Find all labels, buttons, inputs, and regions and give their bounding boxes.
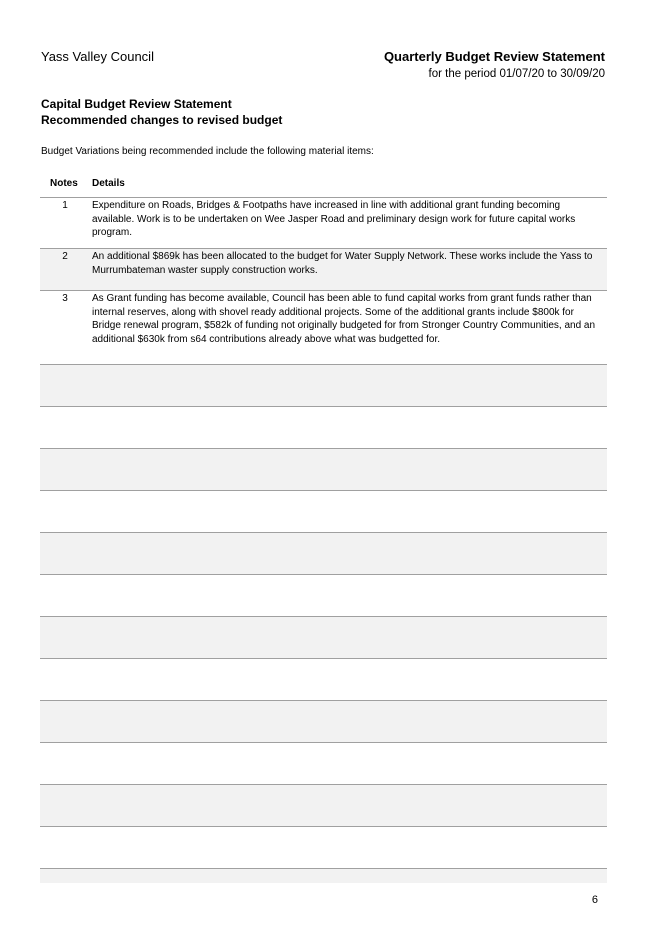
empty-row [40, 491, 607, 533]
empty-row [40, 701, 607, 743]
empty-row [40, 617, 607, 659]
table-row [40, 249, 607, 291]
empty-row [40, 785, 607, 827]
note-details: Expenditure on Roads, Bridges & Footpaths have increased in line with additional grant funding becoming available. Work is to be undertaken on Wee Jasper Road and preliminary design work for future capital works program. [92, 200, 576, 239]
note-details: As Grant funding has become available, Council has been able to fund capital works from grant funds rather than internal reserves, along with shovel ready additional projects. Some of the additional grants include $800k for Bridge renewal program, $582k of funding not originally budgeted for from Stronger Country Communities, and an additional $630k from s64 contributions already above what was budgetted for. [92, 293, 596, 345]
table-header [40, 170, 607, 198]
note-number: 3 [62, 293, 68, 304]
section-title-line-1: Capital Budget Review Statement [41, 97, 232, 111]
empty-row [40, 743, 607, 785]
note-number: 1 [62, 200, 68, 211]
variations-table [40, 170, 607, 883]
intro-text: Budget Variations being recommended include the following material items: [41, 146, 374, 157]
header-block [384, 49, 605, 82]
empty-row [40, 869, 607, 883]
column-header-details: Details [92, 178, 125, 189]
empty-row [40, 449, 607, 491]
table-row [40, 198, 607, 249]
note-number: 2 [62, 251, 68, 262]
empty-row [40, 365, 607, 407]
council-name: Yass Valley Council [41, 49, 154, 64]
empty-row [40, 659, 607, 701]
section-title [41, 96, 282, 128]
empty-row [40, 575, 607, 617]
empty-row [40, 827, 607, 869]
column-header-notes: Notes [50, 178, 78, 189]
page-number: 6 [591, 894, 598, 906]
section-title-line-2: Recommended changes to revised budget [41, 113, 283, 127]
table-row [40, 291, 607, 365]
empty-row [40, 533, 607, 575]
report-title: Quarterly Budget Review Statement [383, 49, 605, 64]
note-details: An additional $869k has been allocated to the budget for Water Supply Network. These works include the Yass to Murrumbateman waster supply construction works. [92, 251, 593, 276]
empty-row [40, 407, 607, 449]
report-period: for the period 01/07/20 to 30/09/20 [428, 68, 605, 80]
